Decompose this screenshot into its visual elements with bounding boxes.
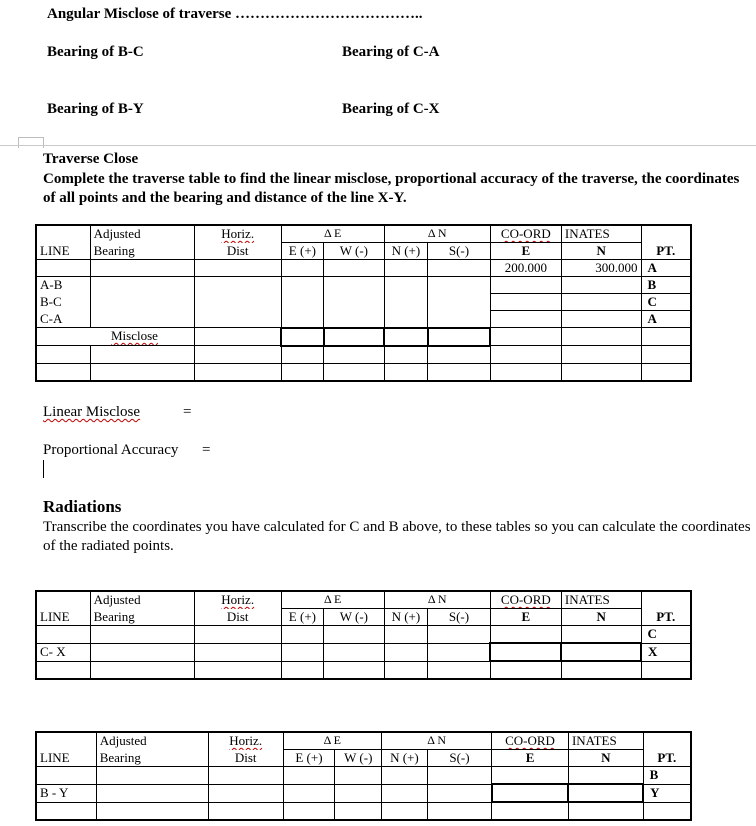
- table-cell[interactable]: [490, 346, 561, 364]
- header-inates: INATES: [561, 591, 641, 609]
- table-cell[interactable]: [492, 784, 569, 802]
- table-cell[interactable]: [335, 784, 382, 802]
- table-cell[interactable]: [208, 802, 283, 820]
- point-label: X: [641, 643, 691, 661]
- table-cell[interactable]: [194, 294, 281, 311]
- header-delta-n: Δ N: [384, 591, 490, 609]
- header-s-minus: S(-): [428, 609, 491, 626]
- header-inates: INATES: [568, 732, 643, 750]
- radiations-instructions: Transcribe the coordinates you have calculated for C and B above, to these tables so you can calculate the coordinates of the radiated points.: [43, 519, 751, 554]
- header-adjusted: Adjusted: [96, 732, 208, 750]
- margin-marker: [18, 137, 44, 148]
- header-dist: Dist: [208, 750, 283, 767]
- table-cell[interactable]: [561, 643, 641, 661]
- table-cell[interactable]: [324, 643, 385, 661]
- table-cell[interactable]: [384, 294, 428, 311]
- header-horiz: [208, 732, 283, 750]
- table-cell[interactable]: [561, 311, 641, 328]
- table-cell[interactable]: [36, 346, 90, 364]
- table-cell[interactable]: [561, 363, 641, 381]
- header-e: E: [490, 609, 561, 626]
- table-cell[interactable]: [96, 802, 208, 820]
- header-pt: PT.: [641, 243, 691, 260]
- table-cell[interactable]: [492, 802, 569, 820]
- bearing-cx-label: Bearing of C-X: [342, 101, 440, 117]
- header-s-minus: S(-): [428, 243, 491, 260]
- table-cell[interactable]: [384, 328, 428, 346]
- header-coord: [490, 591, 561, 609]
- header-cell: [36, 732, 96, 750]
- table-cell[interactable]: [36, 363, 90, 381]
- table-cell[interactable]: [208, 767, 283, 785]
- angular-misclose-blank[interactable]: ………………………………..: [235, 6, 423, 22]
- table-cell[interactable]: [568, 767, 643, 785]
- table-cell[interactable]: [281, 346, 323, 364]
- table-cell[interactable]: [36, 767, 96, 785]
- table-cell[interactable]: [281, 626, 323, 644]
- table-cell[interactable]: [90, 277, 194, 294]
- table-cell[interactable]: [324, 661, 385, 679]
- header-pt: PT.: [643, 750, 691, 767]
- table-cell[interactable]: [428, 626, 491, 644]
- header-e: E: [490, 243, 561, 260]
- table-cell[interactable]: [90, 643, 194, 661]
- table-cell[interactable]: [96, 767, 208, 785]
- table-cell[interactable]: [324, 363, 385, 381]
- table-cell[interactable]: [194, 363, 281, 381]
- table-cell[interactable]: [490, 328, 561, 346]
- table-cell[interactable]: [194, 328, 281, 346]
- misclose-label: [36, 328, 194, 346]
- horiz-text: Horiz.: [229, 733, 263, 748]
- point-label: A: [641, 260, 691, 277]
- table-cell[interactable]: [428, 661, 491, 679]
- table-cell[interactable]: [194, 260, 281, 277]
- header-delta-n: Δ N: [384, 225, 490, 243]
- table-cell[interactable]: [384, 363, 428, 381]
- coord-text: CO-ORD: [505, 733, 555, 748]
- header-n: N: [561, 243, 641, 260]
- header-w-minus: W (-): [324, 609, 385, 626]
- table-cell[interactable]: [561, 294, 641, 311]
- table-cell[interactable]: [90, 311, 194, 328]
- header-n-plus: N (+): [384, 243, 428, 260]
- traverse-close-heading: Traverse Close: [43, 151, 139, 167]
- table-cell[interactable]: [281, 363, 323, 381]
- line-label: B-C: [36, 294, 90, 311]
- table-cell[interactable]: [335, 802, 382, 820]
- coord-text: CO-ORD: [500, 592, 551, 607]
- table-cell[interactable]: [283, 767, 335, 785]
- table-cell[interactable]: [428, 277, 491, 294]
- point-label: Y: [643, 784, 691, 802]
- table-cell[interactable]: [384, 346, 428, 364]
- table-cell[interactable]: [96, 784, 208, 802]
- table-cell[interactable]: [641, 363, 691, 381]
- table-cell[interactable]: [281, 328, 323, 346]
- table-cell[interactable]: [281, 643, 323, 661]
- table-cell[interactable]: [324, 311, 385, 328]
- header-horiz: [194, 591, 281, 609]
- table-cell[interactable]: [641, 328, 691, 346]
- table-cell[interactable]: [561, 277, 641, 294]
- table-cell[interactable]: [428, 294, 491, 311]
- header-n: N: [561, 609, 641, 626]
- header-cell: [643, 732, 691, 750]
- table-cell[interactable]: [641, 661, 691, 679]
- header-cell: [641, 225, 691, 243]
- table-cell[interactable]: [194, 643, 281, 661]
- table-cell[interactable]: [427, 784, 491, 802]
- table-cell[interactable]: [324, 626, 385, 644]
- table-cell[interactable]: [384, 277, 428, 294]
- header-n-plus: N (+): [384, 609, 428, 626]
- table-cell[interactable]: [281, 661, 323, 679]
- table-cell[interactable]: [36, 626, 90, 644]
- table-cell[interactable]: [36, 260, 90, 277]
- table-cell[interactable]: [324, 277, 385, 294]
- start-n-value: 300.000: [561, 260, 641, 277]
- table-cell[interactable]: [428, 311, 491, 328]
- table-cell[interactable]: [281, 311, 323, 328]
- table-cell[interactable]: [561, 626, 641, 644]
- table-cell[interactable]: [283, 784, 335, 802]
- table-cell[interactable]: [428, 346, 491, 364]
- header-n-plus: N (+): [382, 750, 428, 767]
- table-cell[interactable]: [561, 346, 641, 364]
- radiation-table-c: [35, 590, 692, 680]
- header-inates: INATES: [561, 225, 641, 243]
- table-cell[interactable]: [194, 311, 281, 328]
- misclose-text: Misclose: [111, 328, 158, 343]
- table-cell[interactable]: [427, 802, 491, 820]
- header-s-minus: S(-): [427, 750, 491, 767]
- table-cell[interactable]: [643, 802, 691, 820]
- horiz-text: Horiz.: [221, 226, 255, 241]
- point-label: C: [641, 626, 691, 644]
- header-line: LINE: [36, 609, 90, 626]
- text-cursor: [43, 460, 44, 478]
- table-cell[interactable]: [90, 260, 194, 277]
- header-coord: [490, 225, 561, 243]
- table-cell[interactable]: [382, 784, 428, 802]
- header-w-minus: W (-): [335, 750, 382, 767]
- table-cell[interactable]: [281, 294, 323, 311]
- header-cell: [36, 591, 90, 609]
- header-cell: [641, 591, 691, 609]
- traverse-instructions: Complete the traverse table to find the linear misclose, proportional accuracy of the traverse, the coordinates of all points and the bearing and distance of the line X-Y.: [43, 171, 740, 206]
- table-cell[interactable]: [382, 802, 428, 820]
- line-label: C-A: [36, 311, 90, 328]
- header-e: E: [492, 750, 569, 767]
- table-cell[interactable]: [281, 277, 323, 294]
- table-cell[interactable]: [194, 626, 281, 644]
- table-cell[interactable]: [382, 767, 428, 785]
- table-cell[interactable]: [490, 626, 561, 644]
- table-cell[interactable]: [561, 661, 641, 679]
- table-cell[interactable]: [90, 626, 194, 644]
- table-cell[interactable]: [490, 363, 561, 381]
- proportional-accuracy-equals: =: [202, 442, 211, 458]
- header-adjusted: Adjusted: [90, 591, 194, 609]
- header-line: LINE: [36, 750, 96, 767]
- table-cell[interactable]: [283, 802, 335, 820]
- point-label: A: [641, 311, 691, 328]
- table-cell[interactable]: [90, 363, 194, 381]
- linear-misclose-text: Linear Misclose: [43, 404, 141, 420]
- table-cell[interactable]: [428, 328, 491, 346]
- point-label: B: [643, 767, 691, 785]
- table-cell[interactable]: [561, 328, 641, 346]
- traverse-table: [35, 224, 692, 382]
- table-cell[interactable]: [194, 277, 281, 294]
- table-cell[interactable]: [90, 294, 194, 311]
- header-cell: [36, 225, 90, 243]
- table-cell[interactable]: [492, 767, 569, 785]
- table-cell[interactable]: [428, 363, 491, 381]
- angular-misclose-line: [47, 6, 423, 23]
- header-adjusted: Adjusted: [90, 225, 194, 243]
- table-cell[interactable]: [335, 767, 382, 785]
- header-horiz: [194, 225, 281, 243]
- header-delta-n: Δ N: [382, 732, 492, 750]
- table-cell[interactable]: [324, 346, 385, 364]
- linear-misclose-label: [43, 404, 140, 421]
- bearing-bc-label: Bearing of B-C: [47, 44, 144, 60]
- table-cell[interactable]: [324, 328, 385, 346]
- radiations-heading: Radiations: [43, 497, 122, 516]
- section-separator: [0, 145, 756, 146]
- table-cell[interactable]: [427, 767, 491, 785]
- table-cell[interactable]: [194, 661, 281, 679]
- start-e-value: 200.000: [490, 260, 561, 277]
- table-cell[interactable]: [384, 311, 428, 328]
- table-cell[interactable]: [384, 661, 428, 679]
- coord-text: CO-ORD: [500, 226, 551, 241]
- header-w-minus: W (-): [324, 243, 385, 260]
- header-pt: PT.: [641, 609, 691, 626]
- linear-misclose-equals: =: [183, 404, 192, 420]
- point-label: B: [641, 277, 691, 294]
- table-cell[interactable]: [194, 346, 281, 364]
- line-label: C- X: [36, 643, 90, 661]
- table-cell[interactable]: [324, 260, 385, 277]
- header-e-plus: E (+): [281, 243, 323, 260]
- table-cell[interactable]: [490, 661, 561, 679]
- header-e-plus: E (+): [283, 750, 335, 767]
- bearing-ca-label: Bearing of C-A: [342, 44, 440, 60]
- point-label: C: [641, 294, 691, 311]
- horiz-text: Horiz.: [221, 592, 255, 607]
- radiation-table-b: [35, 731, 692, 821]
- header-coord: [492, 732, 569, 750]
- header-bearing: Bearing: [90, 243, 194, 260]
- line-label: B - Y: [36, 784, 96, 802]
- header-delta-e: Δ E: [283, 732, 382, 750]
- header-delta-e: Δ E: [281, 591, 384, 609]
- table-cell[interactable]: [384, 260, 428, 277]
- table-cell[interactable]: [568, 784, 643, 802]
- header-delta-e: Δ E: [281, 225, 384, 243]
- table-cell[interactable]: [641, 346, 691, 364]
- table-cell[interactable]: [90, 661, 194, 679]
- bearing-by-label: Bearing of B-Y: [47, 101, 144, 117]
- table-cell[interactable]: [208, 784, 283, 802]
- table-cell[interactable]: [428, 260, 491, 277]
- table-cell[interactable]: [490, 311, 561, 328]
- header-dist: Dist: [194, 609, 281, 626]
- angular-misclose-label: Angular Misclose of traverse: [47, 6, 232, 22]
- header-n: N: [568, 750, 643, 767]
- line-label: A-B: [36, 277, 90, 294]
- header-bearing: Bearing: [90, 609, 194, 626]
- table-cell[interactable]: [36, 802, 96, 820]
- table-cell[interactable]: [490, 294, 561, 311]
- table-cell[interactable]: [324, 294, 385, 311]
- table-cell[interactable]: [384, 643, 428, 661]
- proportional-accuracy-label: Proportional Accuracy: [43, 442, 179, 458]
- table-cell[interactable]: [490, 277, 561, 294]
- table-cell[interactable]: [490, 643, 561, 661]
- header-line: LINE: [36, 243, 90, 260]
- table-cell[interactable]: [90, 346, 194, 364]
- header-bearing: Bearing: [96, 750, 208, 767]
- table-cell[interactable]: [281, 260, 323, 277]
- header-dist: Dist: [194, 243, 281, 260]
- header-e-plus: E (+): [281, 609, 323, 626]
- table-cell[interactable]: [568, 802, 643, 820]
- table-cell[interactable]: [36, 661, 90, 679]
- table-cell[interactable]: [428, 643, 491, 661]
- table-cell[interactable]: [384, 626, 428, 644]
